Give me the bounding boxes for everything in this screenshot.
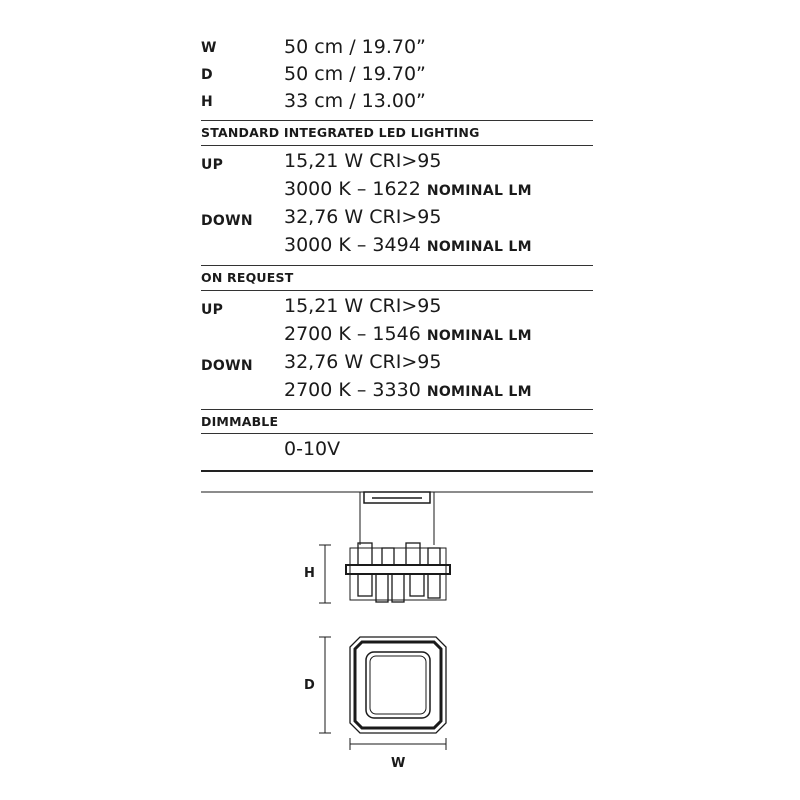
nominal-lm-unit: NOMINAL LM [426,384,532,400]
up-temp: 3000 K – 1622 [284,178,421,200]
nominal-lm-unit: NOMINAL LM [426,183,532,199]
dimmable-value: 0-10V [284,438,341,460]
down-power: 32,76 W CRI>95 [284,206,442,228]
w-dimension-label: W [391,756,406,771]
down-label: DOWN [201,358,253,374]
dimension-value: 50 cm / 19.70” [284,36,426,58]
up-label: UP [201,157,224,173]
dimension-value: 33 cm / 13.00” [284,90,426,112]
nominal-lm-unit: NOMINAL LM [426,239,532,255]
h-dimension-label: H [304,566,315,581]
section-title-standard: STANDARD INTEGRATED LED LIGHTING [201,125,480,140]
fixture-side-view [346,543,450,602]
section-title-dimmable: DIMMABLE [201,414,279,429]
up-label: UP [201,302,224,318]
section-title-on-request: ON REQUEST [201,270,294,285]
down-temp: 3000 K – 3494 [284,234,421,256]
dimension-label: W [201,40,217,56]
up-power: 15,21 W CRI>95 [284,150,442,172]
down-label: DOWN [201,213,253,229]
dimension-label: D [201,67,213,83]
down-temp: 2700 K – 3330 [284,379,421,401]
fixture-plan-view [350,637,446,733]
nominal-lm-unit: NOMINAL LM [426,328,532,344]
d-dimension-label: D [304,678,315,693]
up-power: 15,21 W CRI>95 [284,295,442,317]
up-temp: 2700 K – 1546 [284,323,421,345]
dimension-value: 50 cm / 19.70” [284,63,426,85]
dimension-label: H [201,94,214,110]
down-power: 32,76 W CRI>95 [284,351,442,373]
